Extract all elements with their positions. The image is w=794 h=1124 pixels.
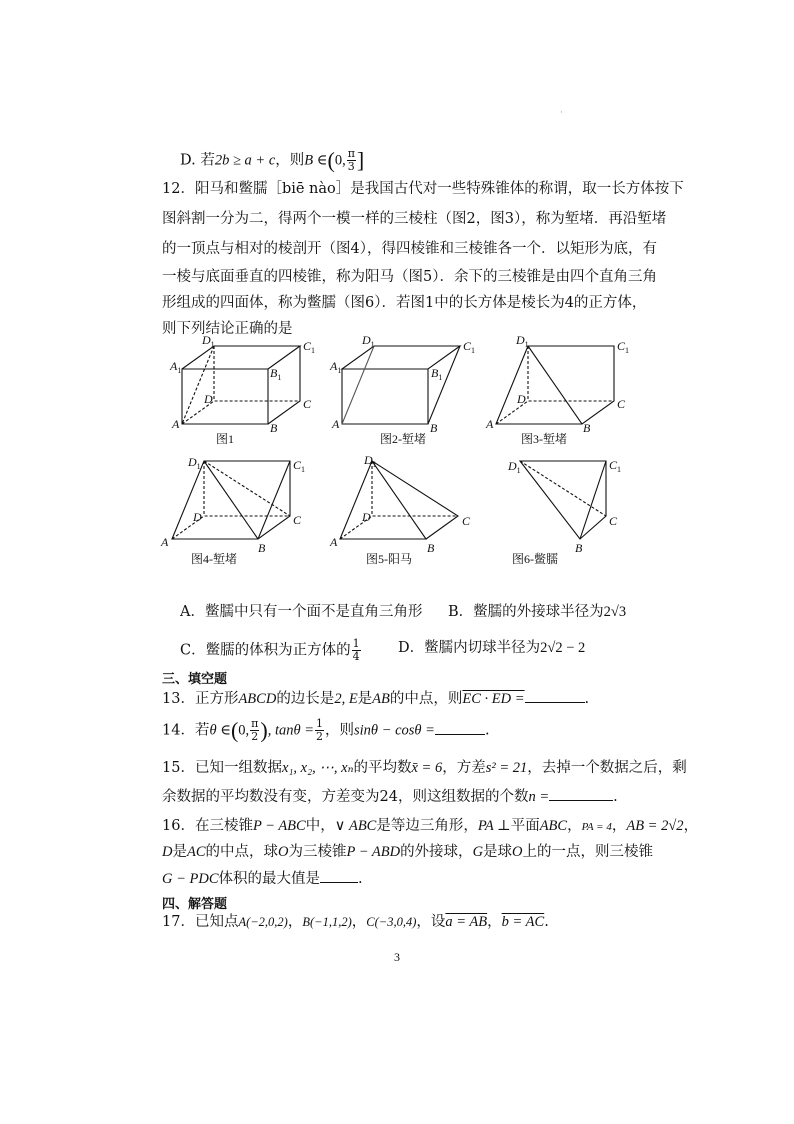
svg-text:D: D [204, 392, 213, 406]
choice-d: D．鳖臑内切球半径为2√2 − 2 [398, 640, 586, 656]
svg-text:D1: $D_1$ [202, 333, 215, 349]
svg-text:A: A [486, 417, 494, 431]
svg-text:D1: $D_1$ [362, 333, 375, 349]
svg-text:D: D [362, 510, 371, 524]
svg-text:C1: $C_1$ [293, 458, 306, 474]
problem-16-line-1: 16．在三棱锥P − ABC中，∨ ABC是等边三角形，PA ⊥平面ABC，PA = 4，AB = 2√2， [162, 818, 699, 834]
svg-text:B: B [427, 541, 435, 555]
svg-text:A: A [330, 535, 338, 549]
svg-text:B: B [270, 421, 278, 435]
svg-text:C: C [617, 397, 626, 411]
figure-5-yangma [340, 461, 458, 539]
svg-text:B1: $B_1$ [270, 366, 282, 382]
figure-6-caption: 图6-鳖臑 [512, 552, 558, 566]
problem-16-line-3: G − PDC体积的最大值是 . [162, 868, 363, 889]
problem-16-line-2: D是AC的中点，球O为三棱锥P − ABD的外接球，G是球O上的一点，则三棱锥 [162, 844, 654, 860]
svg-text:A1: $A_1$ [330, 359, 342, 375]
corner-mark: · [560, 108, 563, 118]
problem-13: 13．正方形ABCD的边长是2, E是AB的中点，则EC · ED = . [162, 688, 589, 709]
figure-6-bienao [520, 461, 606, 539]
svg-text:D1: $D_1$ [508, 459, 521, 475]
svg-text:C: C [303, 397, 312, 411]
svg-text:C1: $C_1$ [303, 339, 316, 355]
figure-4-caption: 图4-堑堵 [191, 552, 237, 566]
choice-c: C．鳖臑的体积为正方体的 $\frac{1}{4}$ [180, 637, 360, 663]
figure-1-caption: 图1 [216, 432, 235, 446]
figure-5-caption: 图5-阳马 [366, 552, 412, 566]
figure-3-caption: 图3-堑堵 [521, 432, 567, 446]
svg-text:B: B [583, 421, 591, 435]
svg-text:D1: $D_1$ [516, 333, 529, 349]
figure-4-qiandu [172, 461, 290, 539]
choice-a: A．鳖臑中只有一个面不是直角三角形 [180, 604, 423, 620]
problem-12-figures [0, 330, 794, 570]
svg-text:D: D [517, 392, 526, 406]
figure-2-qiandu [342, 346, 460, 424]
svg-text:C: C [293, 513, 302, 527]
figure-2-caption: 图2-堑堵 [380, 432, 426, 446]
svg-text:B: B [430, 421, 438, 435]
answer-blank [320, 868, 358, 883]
svg-text:B: B [575, 541, 583, 555]
section-4-heading: 四、解答题 [162, 897, 228, 912]
svg-text:D: D [193, 510, 202, 524]
svg-text:B: B [258, 541, 266, 555]
svg-text:C: C [609, 514, 618, 528]
svg-text:A1: $A_1$ [170, 359, 182, 375]
svg-text:A: A [172, 417, 180, 431]
problem-17: 17．已知点A(−2,0,2)，B(−1,1,2)，C(−3,0,4)，设a = AB，b = AC. [162, 914, 549, 930]
svg-text:A: A [332, 417, 340, 431]
answer-blank [549, 786, 613, 801]
figure-1-cube [182, 346, 300, 424]
option-label: D. [180, 152, 196, 169]
problem-14: 14．若θ ∈(0, $\frac{\pi}{2}$ ), tanθ = $\frac{1}{2}$ ，则sinθ − cosθ = . [162, 717, 490, 743]
svg-text:A: A [161, 535, 169, 549]
svg-text:D1: $D_1$ [364, 453, 377, 469]
problem-15-line-2: 余数据的平均数没有变，方差变为24，则这组数据的个数n = . [162, 786, 618, 807]
svg-text:D1: $D_1$ [188, 455, 201, 471]
prev-option-d: D. 若2b ≥ a + c，则B ∈(0, $\frac{\pi}{3}$ ] [180, 147, 365, 173]
svg-text:C: C [462, 514, 471, 528]
answer-blank [435, 720, 485, 735]
svg-text:C1: $C_1$ [463, 339, 476, 355]
svg-text:C1: $C_1$ [617, 339, 630, 355]
problem-15-line-1: 15．已知一组数据x₁, x₂, ⋯, xₙ的平均数x̄ = 6，方差s² = 21，去掉一个数据之后，剩 [162, 760, 687, 776]
page-number: 3 [394, 950, 400, 964]
answer-blank [525, 688, 585, 703]
choice-b: B．鳖臑的外接球半径为2√3 [448, 604, 627, 620]
figure-3-qiandu [496, 346, 614, 424]
svg-text:B1: $B_1$ [431, 366, 443, 382]
svg-text:C1: $C_1$ [609, 458, 622, 474]
section-3-heading: 三、填空题 [162, 672, 228, 687]
